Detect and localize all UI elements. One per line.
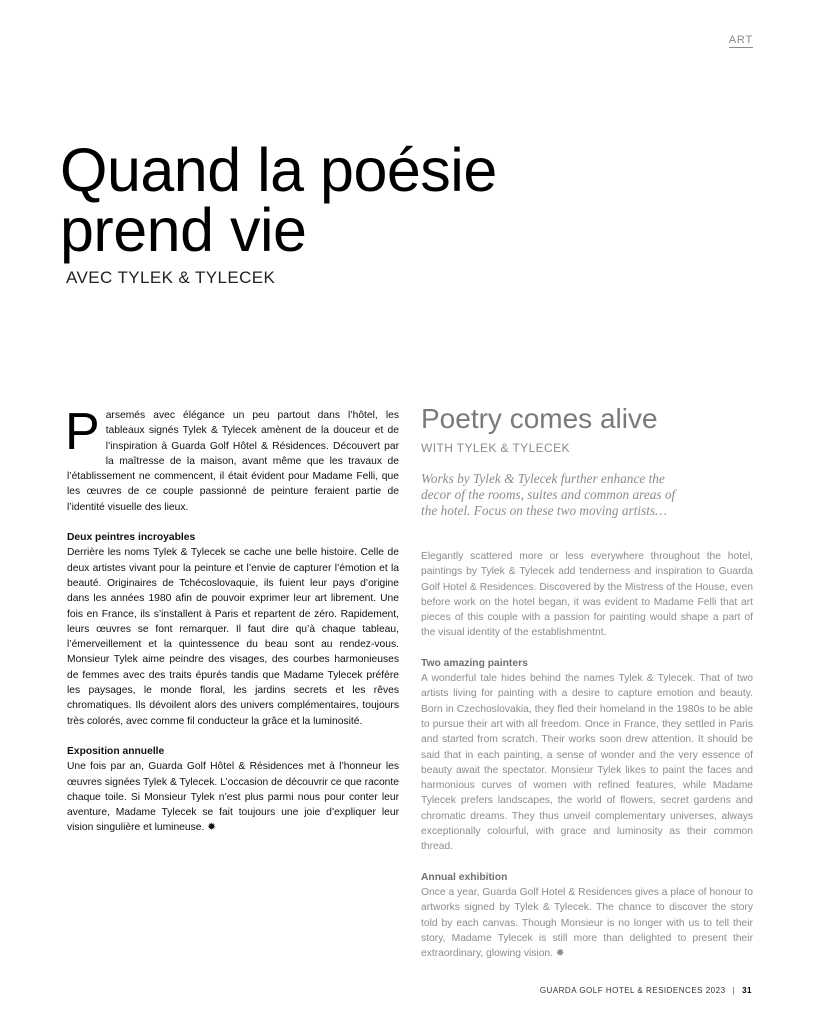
english-section-text-painters: A wonderful tale hides behind the names Tylek & Tylecek. That of two artists living for painting with a desire to capture emotion and beauty. Born in Czechoslovakia, they fled their homeland in the 1980s to be able to pursue their art with all freedom. Once in France, they settled in Paris and started from scratch. Their works soon drew attention. It should be said that in each painting, a sense of wonder and the very essence of beauty await the spectator. Monsieur Tylek likes to paint the faces and harmonious curves of women with refined features, while Madame Tylecek prefers landscapes, the world of flowers, secret gardens and chromatic dreams. They thus unveil complementary universes, always exceptionally colourful, with grace and luminosity as their common thread.	[421, 673, 753, 853]
page-title-line-2: prend vie	[60, 196, 307, 264]
page-title-line-1: Quand la poésie	[60, 136, 497, 204]
page-subtitle: AVEC TYLEK & TYLECEK	[66, 268, 276, 287]
english-lead: Works by Tylek & Tylecek further enhance the decor of the rooms, suites and common areas of the hotel. Focus on these two moving artists…	[421, 471, 676, 518]
english-subtitle: WITH TYLEK & TYLECEK	[421, 441, 570, 455]
english-section-heading-painters: Two amazing painters	[421, 657, 528, 669]
french-section-heading-exhibition: Exposition annuelle	[67, 745, 165, 757]
french-section-heading-painters: Deux peintres incroyables	[67, 532, 196, 544]
english-section-heading-exhibition: Annual exhibition	[421, 871, 508, 883]
page-number: 31	[742, 986, 752, 995]
drop-cap: P	[65, 403, 100, 461]
english-title: Poetry comes alive	[421, 403, 658, 434]
english-column	[421, 402, 753, 961]
page-footer	[540, 986, 752, 995]
footer-separator: |	[732, 986, 736, 995]
english-body	[421, 549, 753, 961]
french-intro-text: arsemés avec élégance un peu partout dans l’hôtel, les tableaux signés Tylek & Tylecek amènent de la douceur et de l’inspiration à Guarda Golf Hôtel & Résidences. Découvert par la maîtresse de la maison, avant même que les travaux de l’établissement ne commencent, il était évident pour Madame Felli, que les œuvres de ce couple passionné de peinture feraient partie de l’identité visuelle des lieux.	[67, 410, 399, 513]
french-column	[65, 403, 399, 836]
french-section-text-exhibition: Une fois par an, Guarda Golf Hôtel & Résidences met à l’honneur les œuvres signées Tylek & Tylecek. L’occasion de découvrir ce que raconte chaque toile. Si Monsieur Tylek n’est plus parmi nous pour conter leur aventure, Madame Tylecek se fait toujours une joie d’expliquer leur vision singulière et lumineuse. ✹	[67, 761, 399, 834]
english-section-text-exhibition: Once a year, Guarda Golf Hotel & Residences gives a place of honour to artworks signed by Tylek & Tylecek. The chance to discover the story told by each canvas. Though Monsieur is no longer with us to tell their story, Madame Tylecek is still more than delighted to present their extraordinary, glowing vision. ✹	[421, 886, 753, 960]
page-title	[60, 136, 497, 264]
french-section-text-painters: Derrière les noms Tylek & Tylecek se cache une belle histoire. Celle de deux artistes vivant pour la peinture et l’envie de capturer l’émotion et la beauté. Originaires de Tchécoslovaquie, ils fuient leur pays d’origine dans les années 1980 afin de pouvoir exprimer leur art librement. Une fois en France, ils s’installent à Paris et repartent de zéro. Rapidement, leurs œuvres se font remarquer. Il faut dire qu’à chaque tableau, l’émerveillement et la quintessence du beau sont au rendez-vous. Monsieur Tylek aime peindre des visages, des courbes harmonieuses de femmes avec des traits épurés tandis que Madame Tylecek préfère les paysages, le monde floral, les jardins secrets et les rêves chromatiques. Ils dévoilent alors des univers complémentaires, toujours très colorés, avec comme fil conducteur la grâce et la luminosité.	[67, 547, 399, 727]
english-intro-text: Elegantly scattered more or less everywhere throughout the hotel, paintings by Tylek & Tylecek add tenderness and inspiration to Guarda Golf Hotel & Residences. Discovered by the Mistress of the House, even before work on the hotel began, it was evident to Madame Felli that art pieces of this couple with a passion for painting would shape a part of the visual identity of the establishmentnt.	[421, 551, 753, 639]
footer-publication: GUARDA GOLF HOTEL & RESIDENCES 2023	[539, 986, 726, 995]
section-tag: ART	[728, 34, 753, 46]
french-intro-paragraph	[65, 403, 399, 515]
